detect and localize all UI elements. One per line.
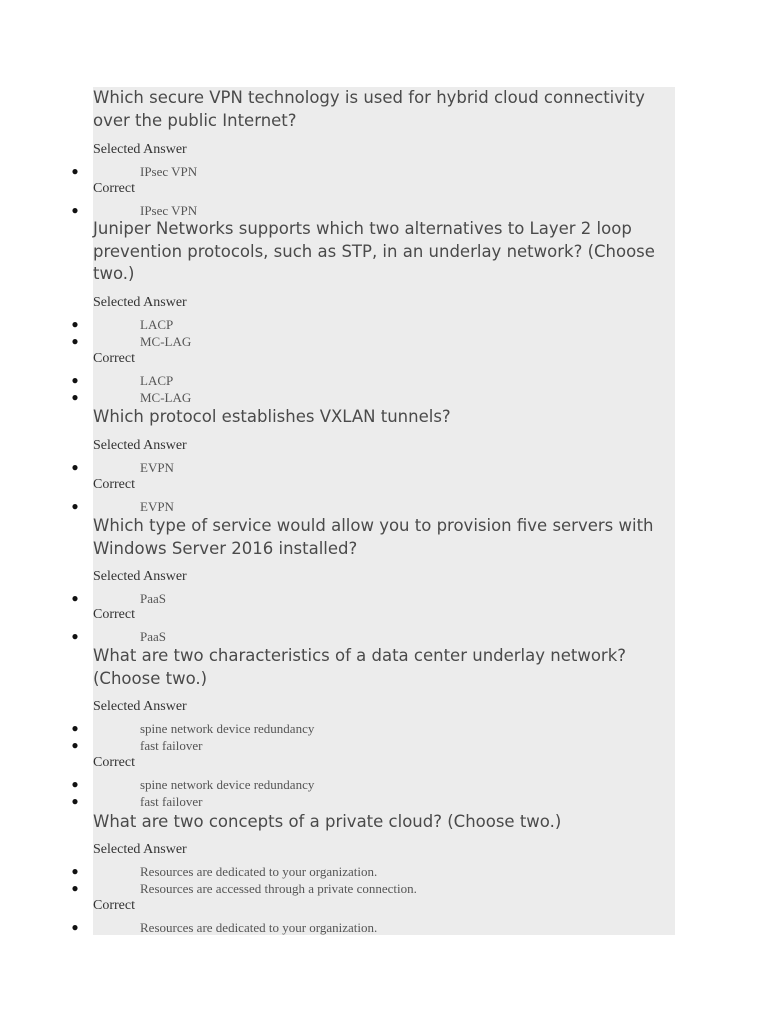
answer-item: ● spine network device redundancy — [71, 721, 315, 736]
correct-label: Correct — [93, 351, 135, 366]
answer-item: ● fast failover — [71, 738, 203, 753]
question-title: Juniper Networks supports which two alternatives to Layer 2 loop prevention protocols, such as STP, in an underlay network? (Choose two.) — [93, 219, 655, 283]
answer-item: ● IPsec VPN — [71, 203, 198, 218]
selected-answer-label: Selected Answer — [93, 142, 187, 157]
selected-answer-label: Selected Answer — [93, 699, 187, 714]
bullet-icon: ● — [71, 390, 79, 404]
answer-item: ● PaaS — [71, 591, 166, 606]
bullet-icon: ● — [71, 629, 79, 643]
correct-label: Correct — [93, 477, 135, 492]
answer-item: ● MC-LAG — [71, 390, 192, 405]
bullet-icon: ● — [71, 794, 79, 808]
bullet-icon: ● — [71, 203, 79, 217]
answer-item: ● LACP — [71, 317, 174, 332]
selected-answer-label: Selected Answer — [93, 569, 187, 584]
bullet-icon: ● — [71, 777, 79, 791]
answer-item: ● spine network device redundancy — [71, 777, 315, 792]
answer-item: ● PaaS — [71, 629, 166, 644]
bullet-icon: ● — [71, 373, 79, 387]
question-title: What are two concepts of a private cloud? (Choose two.) — [93, 812, 562, 831]
correct-label: Correct — [93, 755, 135, 770]
question-title: Which secure VPN technology is used for hybrid cloud connectivity over the public Internet? — [93, 88, 645, 130]
answer-item: ● Resources are accessed through a private connection. — [71, 881, 417, 896]
bullet-icon: ● — [71, 920, 79, 934]
answer-item: ● EVPN — [71, 499, 174, 514]
selected-answer-label: Selected Answer — [93, 295, 187, 310]
question-title: Which protocol establishes VXLAN tunnels? — [93, 407, 451, 426]
correct-label: Correct — [93, 607, 135, 622]
answer-item: ● LACP — [71, 373, 174, 388]
correct-label: Correct — [93, 898, 135, 913]
answer-item: ● Resources are dedicated to your organization. — [71, 920, 378, 935]
question-title: Which type of service would allow you to provision five servers with Windows Server 2016 installed? — [93, 516, 654, 558]
bullet-icon: ● — [71, 317, 79, 331]
bullet-icon: ● — [71, 460, 79, 474]
bullet-icon: ● — [71, 334, 79, 348]
bullet-icon: ● — [71, 499, 79, 513]
bullet-icon: ● — [71, 864, 79, 878]
answer-item: ● IPsec VPN — [71, 164, 198, 179]
bullet-icon: ● — [71, 881, 79, 895]
bullet-icon: ● — [71, 721, 79, 735]
selected-answer-label: Selected Answer — [93, 438, 187, 453]
answer-item: ● Resources are dedicated to your organization. — [71, 864, 378, 879]
bullet-icon: ● — [71, 164, 79, 178]
correct-label: Correct — [93, 181, 135, 196]
answer-item: ● MC-LAG — [71, 334, 192, 349]
selected-answer-label: Selected Answer — [93, 842, 187, 857]
bullet-icon: ● — [71, 738, 79, 752]
question-title: What are two characteristics of a data center underlay network? (Choose two.) — [93, 646, 627, 688]
answer-item: ● fast failover — [71, 794, 203, 809]
bullet-icon: ● — [71, 591, 79, 605]
answer-item: ● EVPN — [71, 460, 174, 475]
